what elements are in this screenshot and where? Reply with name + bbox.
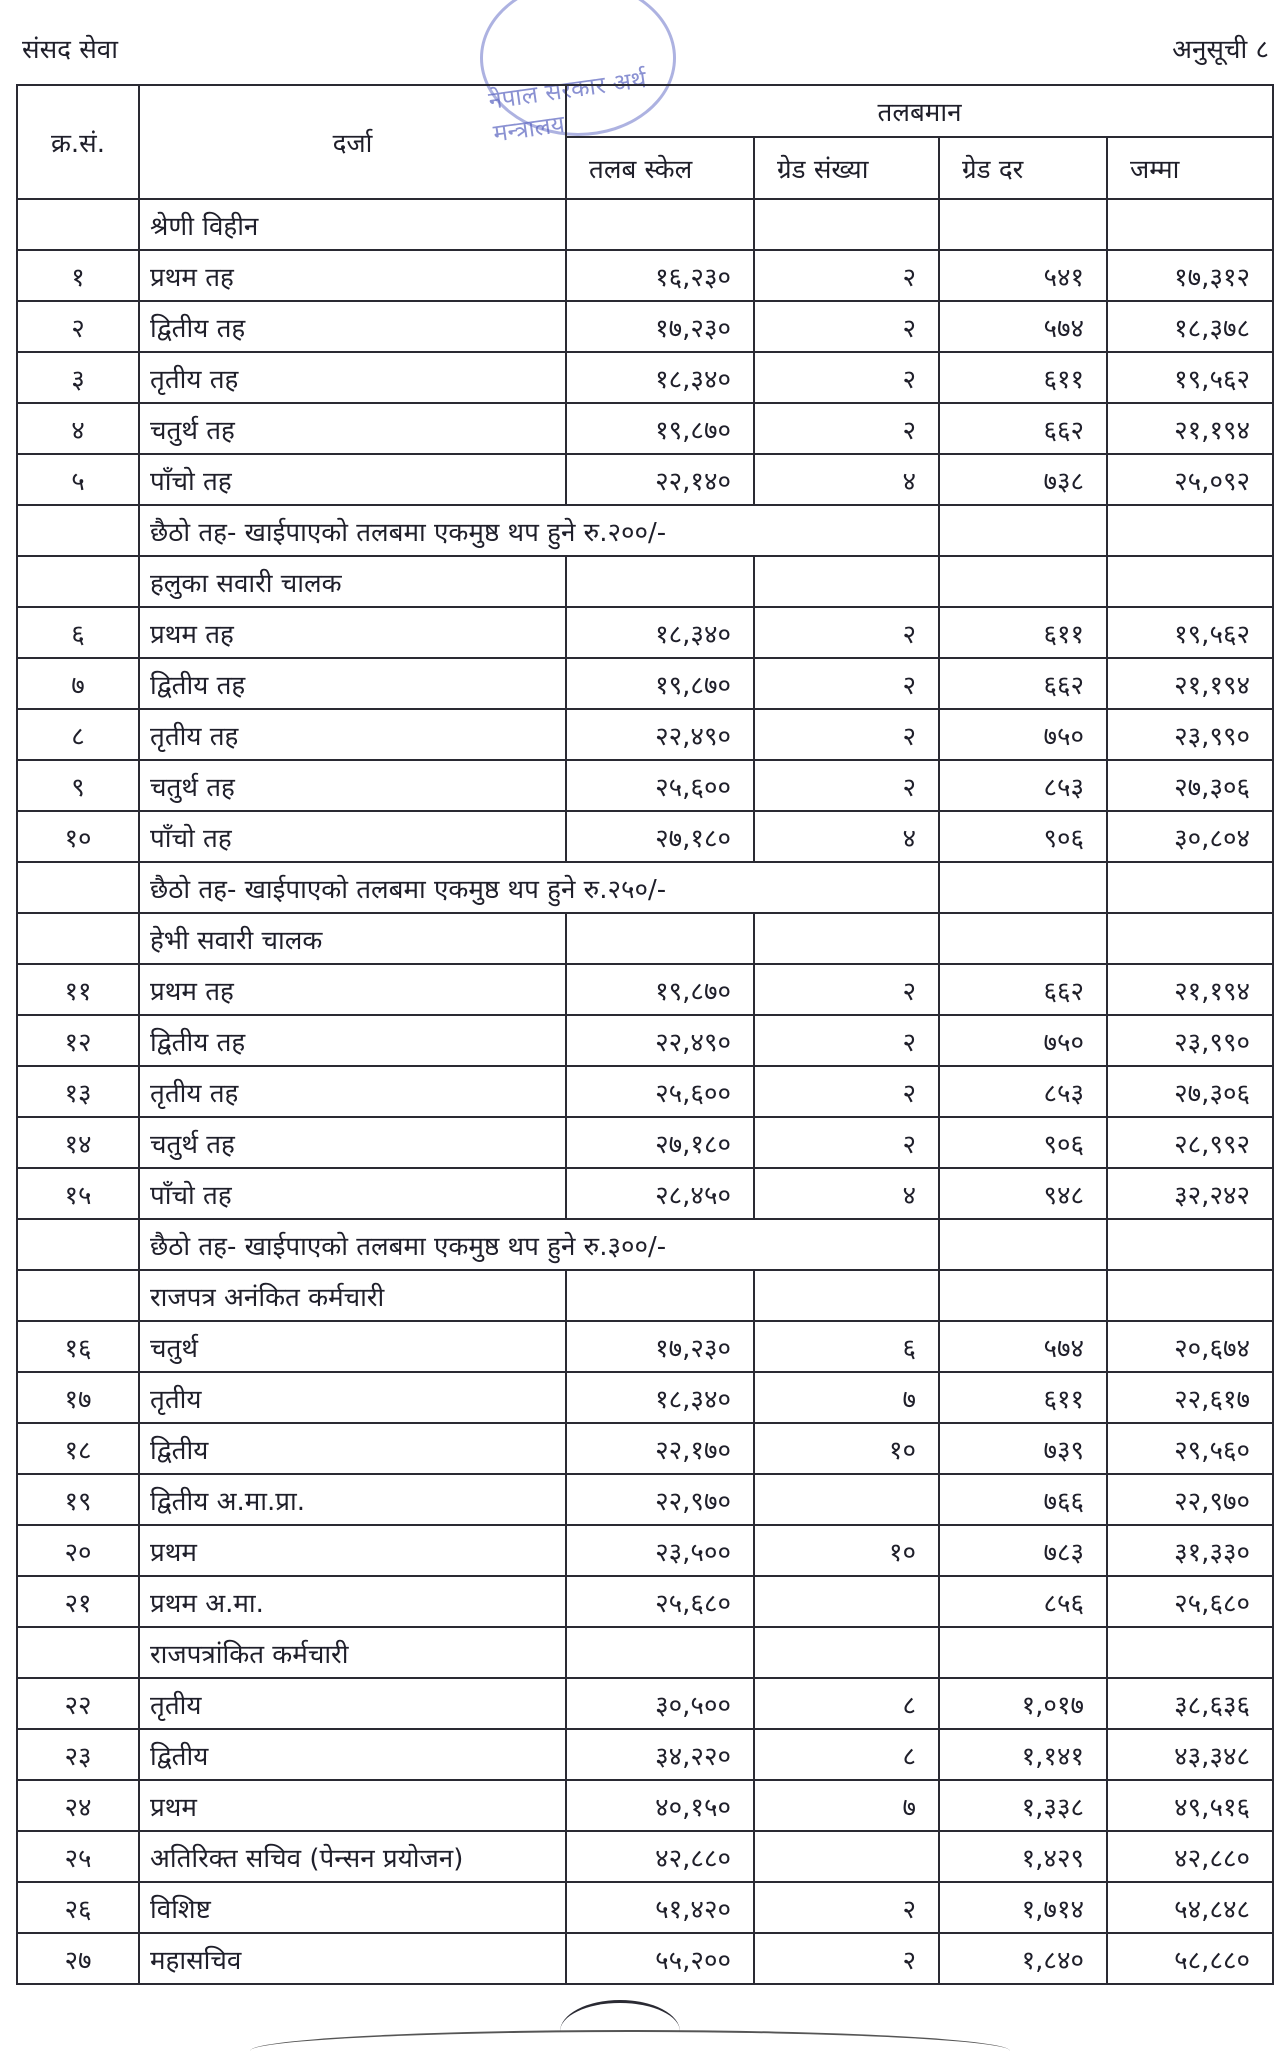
total-amount: ४२,८८० bbox=[1107, 1831, 1273, 1882]
total-amount: ३०,८०४ bbox=[1107, 811, 1273, 862]
table-row bbox=[17, 1117, 1273, 1168]
note-empty-cell bbox=[1107, 862, 1273, 913]
note-empty-cell bbox=[1107, 1219, 1273, 1270]
grade-count: २ bbox=[754, 607, 939, 658]
grade-rate: ८५३ bbox=[939, 760, 1107, 811]
sixth-level-note: छैठो तह- खाईपाएको तलबमा एकमुष्ठ थप हुने रु.३००/- bbox=[139, 1219, 939, 1270]
post-name: तृतीय bbox=[139, 1372, 566, 1423]
salary-scale: २२,४९० bbox=[566, 1015, 754, 1066]
salary-scale: २२,१४० bbox=[566, 454, 754, 505]
table-body bbox=[17, 199, 1273, 1984]
section-empty-cell bbox=[939, 1627, 1107, 1678]
grade-count: १० bbox=[754, 1525, 939, 1576]
post-name: पाँचो तह bbox=[139, 811, 566, 862]
grade-count: २ bbox=[754, 1882, 939, 1933]
grade-rate: ७६६ bbox=[939, 1474, 1107, 1525]
post-name: चतुर्थ तह bbox=[139, 403, 566, 454]
col-salary-group: तलबमान bbox=[566, 85, 1273, 137]
grade-rate: ९०६ bbox=[939, 1117, 1107, 1168]
table-row bbox=[17, 709, 1273, 760]
post-name: प्रथम तह bbox=[139, 250, 566, 301]
total-amount: ४९,५१६ bbox=[1107, 1780, 1273, 1831]
total-amount: २५,६८० bbox=[1107, 1576, 1273, 1627]
post-name: द्वितीय अ.मा.प्रा. bbox=[139, 1474, 566, 1525]
grade-rate: ६६२ bbox=[939, 964, 1107, 1015]
total-amount: २७,३०६ bbox=[1107, 1066, 1273, 1117]
serial-number: १६ bbox=[17, 1321, 139, 1372]
grade-rate: ६६२ bbox=[939, 658, 1107, 709]
salary-scale: १८,३४० bbox=[566, 352, 754, 403]
grade-rate: ७८३ bbox=[939, 1525, 1107, 1576]
total-amount: २७,३०६ bbox=[1107, 760, 1273, 811]
section-title: राजपत्र अनंकित कर्मचारी bbox=[139, 1270, 566, 1321]
col-total: जम्मा bbox=[1107, 137, 1273, 199]
post-name: प्रथम bbox=[139, 1780, 566, 1831]
grade-count: २ bbox=[754, 301, 939, 352]
grade-count bbox=[754, 1474, 939, 1525]
grade-rate: ८५६ bbox=[939, 1576, 1107, 1627]
salary-scale: १६,२३० bbox=[566, 250, 754, 301]
total-amount: २१,१९४ bbox=[1107, 403, 1273, 454]
post-name: द्वितीय तह bbox=[139, 301, 566, 352]
serial-number: २७ bbox=[17, 1933, 139, 1984]
col-grade-count: ग्रेड संख्या bbox=[754, 137, 939, 199]
section-empty-cell bbox=[754, 913, 939, 964]
grade-count: १० bbox=[754, 1423, 939, 1474]
salary-scale: १९,८७० bbox=[566, 658, 754, 709]
section-header-row bbox=[17, 556, 1273, 607]
note-row bbox=[17, 1219, 1273, 1270]
grade-count: २ bbox=[754, 658, 939, 709]
section-empty-cell bbox=[1107, 913, 1273, 964]
note-row bbox=[17, 862, 1273, 913]
table-row bbox=[17, 250, 1273, 301]
salary-scale: ४०,१५० bbox=[566, 1780, 754, 1831]
salary-scale: ३०,५०० bbox=[566, 1678, 754, 1729]
table-row bbox=[17, 760, 1273, 811]
salary-scale: २७,१८० bbox=[566, 811, 754, 862]
total-amount: ५८,८८० bbox=[1107, 1933, 1273, 1984]
grade-count: २ bbox=[754, 1015, 939, 1066]
total-amount: ३२,२४२ bbox=[1107, 1168, 1273, 1219]
section-empty-cell bbox=[1107, 1270, 1273, 1321]
total-amount: २२,६१७ bbox=[1107, 1372, 1273, 1423]
total-amount: १९,५६२ bbox=[1107, 352, 1273, 403]
section-title: श्रेणी विहीन bbox=[139, 199, 566, 250]
table-row bbox=[17, 1321, 1273, 1372]
grade-count: २ bbox=[754, 352, 939, 403]
table-row bbox=[17, 1678, 1273, 1729]
serial-number: १८ bbox=[17, 1423, 139, 1474]
total-amount: १९,५६२ bbox=[1107, 607, 1273, 658]
grade-count: २ bbox=[754, 403, 939, 454]
section-header-row bbox=[17, 199, 1273, 250]
grade-count: २ bbox=[754, 709, 939, 760]
grade-count: २ bbox=[754, 1066, 939, 1117]
post-name: तृतीय तह bbox=[139, 1066, 566, 1117]
section-title: राजपत्रांकित कर्मचारी bbox=[139, 1627, 566, 1678]
grade-rate: ५४१ bbox=[939, 250, 1107, 301]
serial-number: १३ bbox=[17, 1066, 139, 1117]
post-name: प्रथम तह bbox=[139, 607, 566, 658]
section-empty-cell bbox=[566, 913, 754, 964]
section-empty-cell bbox=[939, 199, 1107, 250]
serial-number: ६ bbox=[17, 607, 139, 658]
post-name: पाँचो तह bbox=[139, 1168, 566, 1219]
serial-number: २१ bbox=[17, 1576, 139, 1627]
note-row bbox=[17, 505, 1273, 556]
sixth-level-note: छैठो तह- खाईपाएको तलबमा एकमुष्ठ थप हुने रु.२००/- bbox=[139, 505, 939, 556]
note-sn-empty bbox=[17, 505, 139, 556]
grade-rate: १,८४० bbox=[939, 1933, 1107, 1984]
grade-count bbox=[754, 1576, 939, 1627]
salary-scale: १८,३४० bbox=[566, 607, 754, 658]
grade-count: ४ bbox=[754, 454, 939, 505]
table-row bbox=[17, 811, 1273, 862]
grade-rate: १,४२९ bbox=[939, 1831, 1107, 1882]
post-name: प्रथम अ.मा. bbox=[139, 1576, 566, 1627]
grade-rate: ९४८ bbox=[939, 1168, 1107, 1219]
header-schedule-number: अनुसूची ८ bbox=[1172, 35, 1269, 65]
col-salary-scale: तलब स्केल bbox=[566, 137, 754, 199]
table-row bbox=[17, 403, 1273, 454]
section-empty-cell bbox=[566, 1627, 754, 1678]
grade-count: ८ bbox=[754, 1678, 939, 1729]
post-name: तृतीय bbox=[139, 1678, 566, 1729]
salary-scale: २२,४९० bbox=[566, 709, 754, 760]
salary-scale: २७,१८० bbox=[566, 1117, 754, 1168]
serial-number: ३ bbox=[17, 352, 139, 403]
section-title: हेभी सवारी चालक bbox=[139, 913, 566, 964]
header-left-title: संसद सेवा bbox=[22, 35, 118, 65]
table-row bbox=[17, 1576, 1273, 1627]
grade-count: २ bbox=[754, 250, 939, 301]
table-row bbox=[17, 1066, 1273, 1117]
grade-count: २ bbox=[754, 1933, 939, 1984]
table-row bbox=[17, 607, 1273, 658]
salary-scale: १९,८७० bbox=[566, 403, 754, 454]
note-empty-cell bbox=[1107, 505, 1273, 556]
table-row bbox=[17, 1372, 1273, 1423]
grade-rate: ९०६ bbox=[939, 811, 1107, 862]
grade-count: ७ bbox=[754, 1372, 939, 1423]
section-empty-cell bbox=[754, 199, 939, 250]
salary-scale: २२,१७० bbox=[566, 1423, 754, 1474]
serial-number: २० bbox=[17, 1525, 139, 1576]
section-sn-empty bbox=[17, 1270, 139, 1321]
total-amount: १८,३७८ bbox=[1107, 301, 1273, 352]
table-row bbox=[17, 1882, 1273, 1933]
grade-count: २ bbox=[754, 760, 939, 811]
serial-number: १४ bbox=[17, 1117, 139, 1168]
post-name: द्वितीय bbox=[139, 1729, 566, 1780]
section-sn-empty bbox=[17, 1627, 139, 1678]
section-empty-cell bbox=[1107, 1627, 1273, 1678]
salary-scale: २५,६०० bbox=[566, 1066, 754, 1117]
grade-rate: १,३३८ bbox=[939, 1780, 1107, 1831]
section-empty-cell bbox=[754, 556, 939, 607]
grade-rate: ६६२ bbox=[939, 403, 1107, 454]
col-grade-rate: ग्रेड दर bbox=[939, 137, 1107, 199]
total-amount: २१,१९४ bbox=[1107, 658, 1273, 709]
note-empty-cell bbox=[939, 505, 1107, 556]
grade-count: २ bbox=[754, 1117, 939, 1168]
section-header-row bbox=[17, 1627, 1273, 1678]
table-row bbox=[17, 352, 1273, 403]
serial-number: १९ bbox=[17, 1474, 139, 1525]
grade-rate: १,७१४ bbox=[939, 1882, 1107, 1933]
post-name: महासचिव bbox=[139, 1933, 566, 1984]
total-amount: ३८,६३६ bbox=[1107, 1678, 1273, 1729]
salary-scale: १७,२३० bbox=[566, 301, 754, 352]
grade-rate: ७५० bbox=[939, 709, 1107, 760]
serial-number: १२ bbox=[17, 1015, 139, 1066]
total-amount: २३,९९० bbox=[1107, 1015, 1273, 1066]
serial-number: २४ bbox=[17, 1780, 139, 1831]
grade-count: ६ bbox=[754, 1321, 939, 1372]
table-row bbox=[17, 301, 1273, 352]
section-header-row bbox=[17, 1270, 1273, 1321]
salary-scale: २२,९७० bbox=[566, 1474, 754, 1525]
post-name: विशिष्ट bbox=[139, 1882, 566, 1933]
serial-number: १० bbox=[17, 811, 139, 862]
salary-scale: ५१,४२० bbox=[566, 1882, 754, 1933]
grade-count: ८ bbox=[754, 1729, 939, 1780]
serial-number: २५ bbox=[17, 1831, 139, 1882]
post-name: तृतीय तह bbox=[139, 352, 566, 403]
table-row bbox=[17, 1168, 1273, 1219]
note-empty-cell bbox=[939, 1219, 1107, 1270]
post-name: चतुर्थ तह bbox=[139, 760, 566, 811]
total-amount: ५४,८४८ bbox=[1107, 1882, 1273, 1933]
serial-number: २२ bbox=[17, 1678, 139, 1729]
post-name: द्वितीय तह bbox=[139, 658, 566, 709]
serial-number: ८ bbox=[17, 709, 139, 760]
total-amount: २५,०९२ bbox=[1107, 454, 1273, 505]
table-row bbox=[17, 1729, 1273, 1780]
grade-count: २ bbox=[754, 964, 939, 1015]
salary-table bbox=[16, 84, 1274, 1985]
post-name: प्रथम bbox=[139, 1525, 566, 1576]
serial-number: ११ bbox=[17, 964, 139, 1015]
table-row bbox=[17, 1474, 1273, 1525]
total-amount: २०,६७४ bbox=[1107, 1321, 1273, 1372]
post-name: द्वितीय bbox=[139, 1423, 566, 1474]
table-row bbox=[17, 1423, 1273, 1474]
section-sn-empty bbox=[17, 199, 139, 250]
serial-number: १७ bbox=[17, 1372, 139, 1423]
serial-number: ९ bbox=[17, 760, 139, 811]
grade-rate: ८५३ bbox=[939, 1066, 1107, 1117]
grade-rate: ५७४ bbox=[939, 1321, 1107, 1372]
grade-rate: ६११ bbox=[939, 607, 1107, 658]
serial-number: ४ bbox=[17, 403, 139, 454]
table-row bbox=[17, 1525, 1273, 1576]
salary-scale: २५,६०० bbox=[566, 760, 754, 811]
section-header-row bbox=[17, 913, 1273, 964]
note-empty-cell bbox=[939, 862, 1107, 913]
grade-rate: ७३९ bbox=[939, 1423, 1107, 1474]
grade-rate: ६११ bbox=[939, 1372, 1107, 1423]
salary-scale: २८,४५० bbox=[566, 1168, 754, 1219]
stamp-text: नेपाल सरकार अर्थ मन्त्रालय bbox=[486, 65, 649, 148]
section-sn-empty bbox=[17, 556, 139, 607]
salary-scale: ५५,२०० bbox=[566, 1933, 754, 1984]
total-amount: २८,९९२ bbox=[1107, 1117, 1273, 1168]
grade-rate: ५७४ bbox=[939, 301, 1107, 352]
section-empty-cell bbox=[939, 1270, 1107, 1321]
post-name: प्रथम तह bbox=[139, 964, 566, 1015]
post-name: अतिरिक्त सचिव (पेन्सन प्रयोजन) bbox=[139, 1831, 566, 1882]
grade-rate: १,०१७ bbox=[939, 1678, 1107, 1729]
post-name: चतुर्थ bbox=[139, 1321, 566, 1372]
total-amount: २१,१९४ bbox=[1107, 964, 1273, 1015]
table-row bbox=[17, 1015, 1273, 1066]
salary-scale: १८,३४० bbox=[566, 1372, 754, 1423]
section-empty-cell bbox=[1107, 556, 1273, 607]
section-empty-cell bbox=[754, 1270, 939, 1321]
table-row bbox=[17, 454, 1273, 505]
total-amount: २३,९९० bbox=[1107, 709, 1273, 760]
signature bbox=[560, 2000, 680, 2063]
table-row bbox=[17, 1831, 1273, 1882]
table-row bbox=[17, 1933, 1273, 1984]
salary-scale: ३४,२२० bbox=[566, 1729, 754, 1780]
serial-number: १५ bbox=[17, 1168, 139, 1219]
serial-number: २३ bbox=[17, 1729, 139, 1780]
table-row bbox=[17, 964, 1273, 1015]
grade-rate: ७५० bbox=[939, 1015, 1107, 1066]
grade-rate: ७३८ bbox=[939, 454, 1107, 505]
serial-number: ७ bbox=[17, 658, 139, 709]
serial-number: २ bbox=[17, 301, 139, 352]
sixth-level-note: छैठो तह- खाईपाएको तलबमा एकमुष्ठ थप हुने रु.२५०/- bbox=[139, 862, 939, 913]
grade-rate: १,१४१ bbox=[939, 1729, 1107, 1780]
col-post: दर्जा bbox=[139, 85, 566, 199]
serial-number: ५ bbox=[17, 454, 139, 505]
section-empty-cell bbox=[1107, 199, 1273, 250]
total-amount: ४३,३४८ bbox=[1107, 1729, 1273, 1780]
salary-scale: १७,२३० bbox=[566, 1321, 754, 1372]
salary-scale: २५,६८० bbox=[566, 1576, 754, 1627]
table-row bbox=[17, 658, 1273, 709]
serial-number: १ bbox=[17, 250, 139, 301]
grade-count: ४ bbox=[754, 1168, 939, 1219]
section-empty-cell bbox=[566, 556, 754, 607]
post-name: तृतीय तह bbox=[139, 709, 566, 760]
col-serial-number: क्र.सं. bbox=[17, 85, 139, 199]
grade-count bbox=[754, 1831, 939, 1882]
section-title: हलुका सवारी चालक bbox=[139, 556, 566, 607]
note-sn-empty bbox=[17, 1219, 139, 1270]
post-name: पाँचो तह bbox=[139, 454, 566, 505]
section-empty-cell bbox=[754, 1627, 939, 1678]
post-name: चतुर्थ तह bbox=[139, 1117, 566, 1168]
section-empty-cell bbox=[566, 199, 754, 250]
section-empty-cell bbox=[939, 913, 1107, 964]
grade-count: ४ bbox=[754, 811, 939, 862]
post-name: द्वितीय तह bbox=[139, 1015, 566, 1066]
table-row bbox=[17, 1780, 1273, 1831]
total-amount: १७,३१२ bbox=[1107, 250, 1273, 301]
grade-rate: ६११ bbox=[939, 352, 1107, 403]
serial-number: २६ bbox=[17, 1882, 139, 1933]
salary-scale: ४२,८८० bbox=[566, 1831, 754, 1882]
note-sn-empty bbox=[17, 862, 139, 913]
section-sn-empty bbox=[17, 913, 139, 964]
grade-count: ७ bbox=[754, 1780, 939, 1831]
total-amount: २९,५६० bbox=[1107, 1423, 1273, 1474]
total-amount: २२,९७० bbox=[1107, 1474, 1273, 1525]
total-amount: ३१,३३० bbox=[1107, 1525, 1273, 1576]
section-empty-cell bbox=[939, 556, 1107, 607]
salary-scale: २३,५०० bbox=[566, 1525, 754, 1576]
salary-scale: १९,८७० bbox=[566, 964, 754, 1015]
section-empty-cell bbox=[566, 1270, 754, 1321]
